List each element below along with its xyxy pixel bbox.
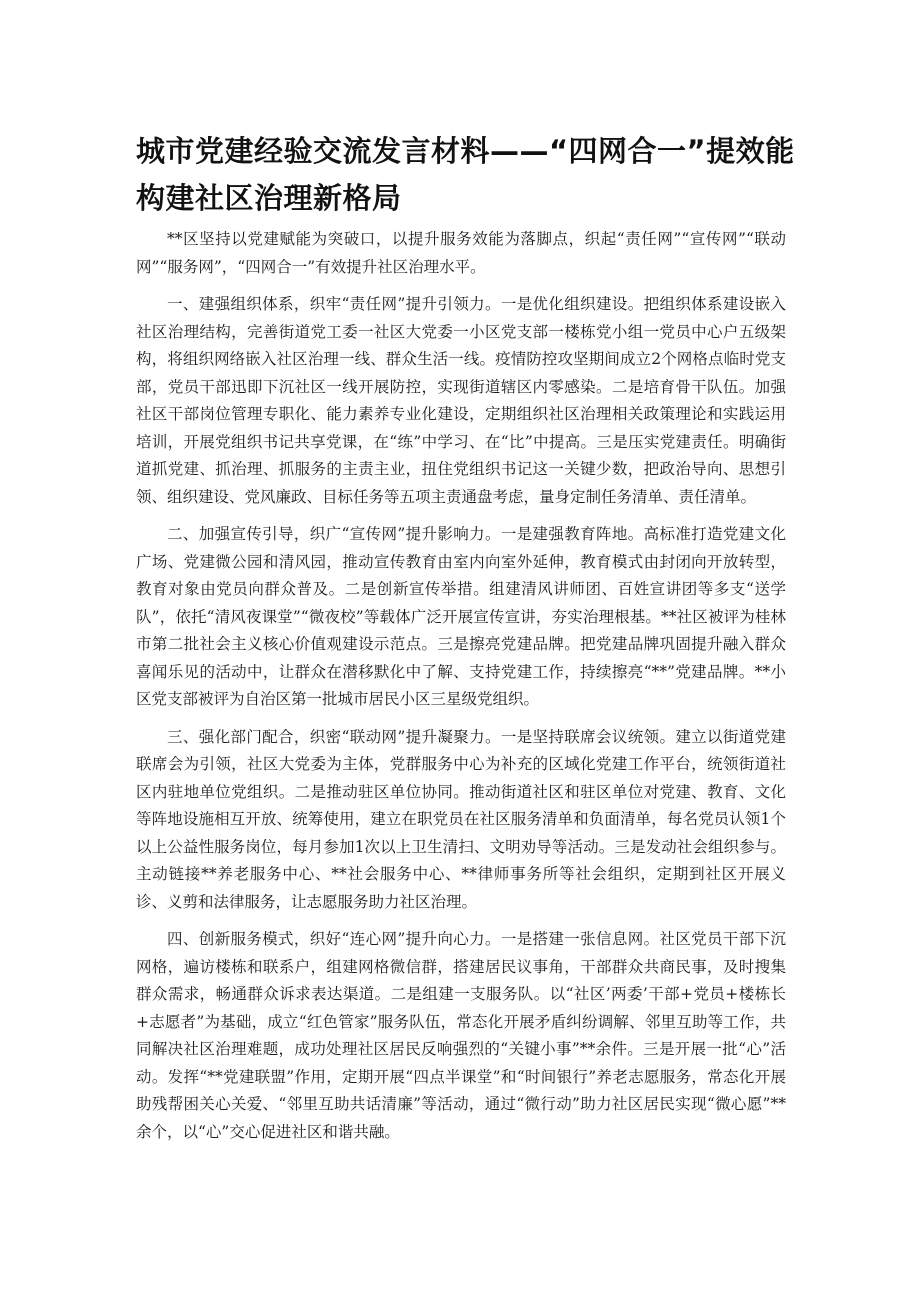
section-2-paragraph: 二、加强宣传引导，织广“宣传网”提升影响力。一是建强教育阵地。高标准打造党建文化广场、党建微公园和清风园，推动宣传教育由室内向室外延伸，教育模式由封闭向开放转型，教育对象由党员向群众普及。二是创新宣传举措。组建清风讲师团、百姓宣讲团等多支“送学队”，依托“清风夜课堂”“微夜校”等载体广泛开展宣传宣讲，夯实治理根基。**社区被评为桂林市第二批社会主义核心价值观建设示范点。三是擦亮党建品牌。把党建品牌巩固提升融入群众喜闻乐见的活动中，让群众在潜移默化中了解、支持党建工作，持续擦亮“**”党建品牌。**小区党支部被评为自治区第一批城市居民小区三星级党组织。 bbox=[136, 525, 786, 708]
section-1-paragraph: 一、建强组织体系，织牢“责任网”提升引领力。一是优化组织建设。把组织体系建设嵌入社区治理结构，完善街道党工委一社区大党委一小区党支部一楼栋党小组一党员中心户五级架构，将组织网络嵌入社区治理一线、群众生活一线。疫情防控攻坚期间成立2个网格点临时党支部，党员干部迅即下沉社区一线开展防控，实现街道辖区内零感染。二是培育骨干队伍。加强社区干部岗位管理专职化、能力素养专业化建设，定期组织社区治理相关政策理论和实践运用培训，开展党组织书记共享党课，在“练”中学习、在“比”中提高。三是压实党建责任。明确街道抓党建、抓治理、抓服务的主责主业，扭住党组织书记这一关键少数，把政治导向、思想引领、组织建设、党风廉政、目标任务等五项主责通盘考虑，量身定制任务清单、责任清单。 bbox=[136, 295, 786, 506]
section-4-paragraph: 四、创新服务模式，织好“连心网”提升向心力。一是搭建一张信息网。社区党员干部下沉网格，遍访楼栋和联系户，组建网格微信群，搭建居民议事角，干部群众共商民事，及时搜集群众需求，畅通群众诉求表达渠道。二是组建一支服务队。以“社区’两委’干部+党员+楼栋长+志愿者”为基础，成立“红色管家”服务队伍，常态化开展矛盾纠纷调解、邻里互助等工作，共同解决社区治理难题，成功处理社区居民反响强烈的“关键小事”**余件。三是开展一批“心”活动。发挥“**党建联盟”作用，定期开展“四点半课堂”和“时间银行”养老志愿服务，常态化开展助残帮困关心关爱、“邻里互助共话清廉”等活动，通过“微行动”助力社区居民实现“微心愿”**余个，以“心”交心促进社区和谐共融。 bbox=[136, 930, 786, 1141]
document-body bbox=[136, 226, 786, 1156]
intro-paragraph: **区坚持以党建赋能为突破口，以提升服务效能为落脚点，织起“责任网”“宣传网”“联动网”“服务网”，“四网合一”有效提升社区治理水平。 bbox=[136, 230, 786, 276]
document-title: 城市党建经验交流发言材料——“四网合一”提效能构建社区治理新格局 bbox=[136, 134, 795, 215]
section-3-paragraph: 三、强化部门配合，织密“联动网”提升凝聚力。一是坚持联席会议统领。建立以街道党建联席会为引领，社区大党委为主体，党群服务中心为补充的区域化党建工作平台，统领街道社区内驻地单位党组织。二是推动驻区单位协同。推动街道社区和驻区单位对党建、教育、文化等阵地设施相互开放、统筹使用，建立在职党员在社区服务清单和负面清单，每名党员认领1个以上公益性服务岗位，每月参加1次以上卫生清扫、文明劝导等活动。三是发动社会组织参与。主动链接**养老服务中心、**社会服务中心、**律师事务所等社会组织，定期到社区开展义诊、义剪和法律服务，让志愿服务助力社区治理。 bbox=[136, 727, 786, 911]
